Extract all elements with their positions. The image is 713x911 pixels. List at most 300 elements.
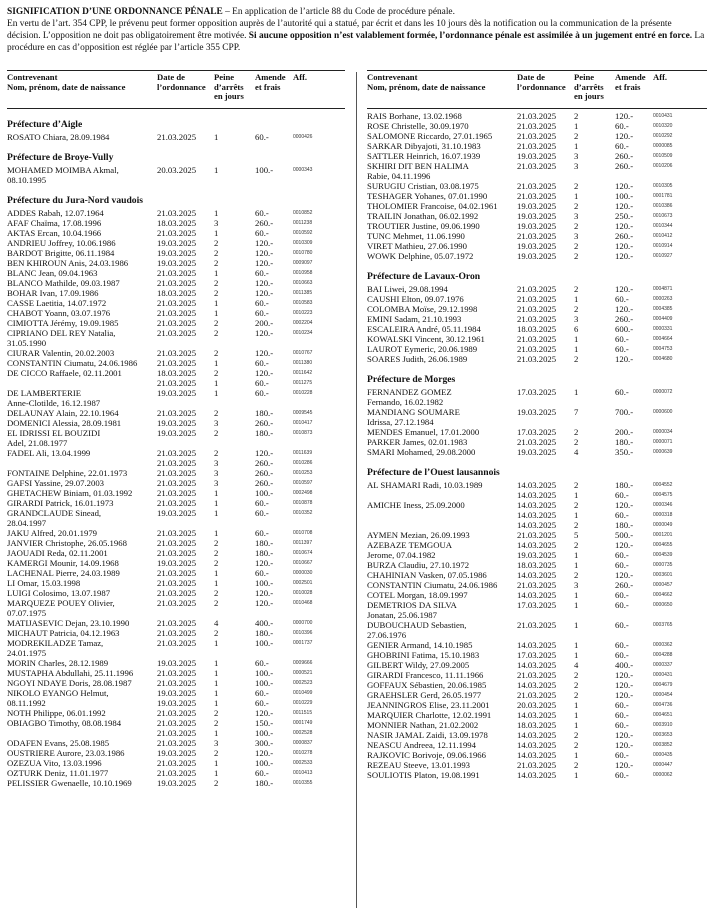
notice-text-bold: Si aucune opposition n’est valablement formée, l’ordonnance pénale est assimilée à un jugement entré en force. [248,31,693,41]
person-name-line: FADEL Ali, 13.04.1999 [7,448,91,458]
person-name [367,540,517,560]
days-of-arrest [574,560,604,570]
days-of-arrest [214,558,244,568]
order-date [157,598,213,608]
days-of-arrest-line: 1 [214,308,219,318]
fine-amount [255,778,291,788]
person-name [367,720,517,730]
case-number [653,387,705,397]
fine-amount [255,278,291,288]
case-number-line: 0002533 [293,760,313,766]
days-of-arrest-line: 3 [574,151,579,161]
fine-amount-line: 600.- [615,324,634,334]
person-name-line: MARQUEZE POUEY Olivier, [7,598,115,608]
order-date [517,151,573,161]
table-row [367,700,707,710]
table-row [367,304,707,314]
table-row [367,580,707,590]
order-date [157,568,213,578]
days-of-arrest-line: 2 [214,408,219,418]
case-number [293,618,345,628]
order-date-line: 17.03.2025 [517,427,557,437]
person-name-line: GRANDCLAUDE Sinead, [7,508,102,518]
days-of-arrest [214,298,244,308]
fine-amount-line: 500.- [615,530,634,540]
header-name [7,73,155,92]
person-name-line: BEN KHIROUN Anis, 24.03.1986 [7,258,129,268]
table-row [367,670,707,680]
person-name-line: TUNC Mehmet, 11.06.1990 [367,231,465,241]
order-date-line: 21.03.2025 [517,131,557,141]
order-date-line: 21.03.2025 [157,548,197,558]
case-number-line: 0004662 [653,592,673,598]
case-number-line: 0010355 [293,780,313,786]
person-name-line: VIRET Mathieu, 27.06.1990 [367,241,467,251]
fine-amount-line: 60.- [255,698,269,708]
days-of-arrest-line: 4 [574,660,579,670]
case-number-line: 0000034 [653,429,673,435]
days-of-arrest-line: 1 [574,620,579,630]
case-number-line: 0010597 [293,480,313,486]
person-name-line: ADDES Rabah, 12.07.1964 [7,208,104,218]
fine-amount-line: 120.- [255,238,274,248]
order-date [517,437,573,447]
fine-amount-line: 100.- [255,578,274,588]
case-number [293,298,345,308]
person-name [367,151,517,161]
person-name [367,427,517,437]
fine-amount-line: 400.- [255,618,274,628]
fine-amount-line: 60.- [255,378,269,388]
person-name-line: NASIR JAMAL Zaidi, 13.09.1978 [367,730,488,740]
order-date-line: 21.03.2025 [157,618,197,628]
fine-amount [615,720,651,730]
prefecture-title: Préfecture de l’Ouest lausannois [367,467,500,478]
table-row [367,151,707,161]
order-date-line: 14.03.2025 [517,730,557,740]
order-date-line: 21.03.2025 [517,314,557,324]
fine-amount [255,328,291,338]
case-number [293,638,345,648]
case-number-line: 0010673 [653,213,673,219]
person-name-line: TESHAGER Yohanes, 07.01.1990 [367,191,488,201]
case-number-line: 0000318 [653,512,673,518]
order-date [517,560,573,570]
order-date-line: 18.03.2025 [517,720,557,730]
days-of-arrest [214,668,244,678]
days-of-arrest-line: 1 [574,294,579,304]
days-of-arrest [574,500,604,530]
order-date [517,447,573,457]
case-number-line: 0000447 [653,762,673,768]
table-row [367,241,707,251]
order-date-line: 19.03.2025 [517,251,557,261]
table-row [367,161,707,181]
case-number [653,231,705,241]
order-date [157,618,213,628]
header-date [517,73,573,92]
person-name [367,700,517,710]
case-number [293,218,345,228]
fine-amount-line: 260.- [615,151,634,161]
fine-amount-line: 260.- [255,478,274,488]
case-number-line: 0010468 [293,600,313,606]
table-row [367,590,707,600]
case-number-line: 0004679 [653,682,673,688]
case-number-line: 0010417 [293,420,313,426]
person-name [7,678,157,688]
fine-amount-line: 120.- [615,221,634,231]
case-number [653,740,705,750]
order-date [517,304,573,314]
fine-amount-line: 260.- [615,161,634,171]
fine-amount-line: 60.- [255,268,269,278]
fine-amount [615,437,651,447]
prefecture-title: Préfecture de Broye-Vully [7,152,114,163]
days-of-arrest-line: 1 [214,498,219,508]
person-name [367,241,517,251]
order-date-line: 21.03.2025 [157,498,197,508]
person-name [367,354,517,364]
person-name [367,600,517,620]
person-name-line: ODAFEN Evans, 25.08.1985 [7,738,110,748]
table-row [367,191,707,201]
fine-amount [255,498,291,508]
days-of-arrest [214,598,244,608]
person-name-line: Idrissa, 27.12.1984 [367,417,434,427]
table-row [7,668,345,678]
order-date [517,710,573,720]
order-date [157,368,213,388]
order-date [157,278,213,288]
fine-amount [615,251,651,261]
person-name-line: Anne-Clotilde, 16.12.1987 [7,398,101,408]
order-date-line: 18.03.2025 [157,368,197,378]
fine-amount-line: 180.- [255,408,274,418]
fine-amount [615,530,651,540]
order-date [517,540,573,560]
order-date-line: 21.03.2025 [157,528,197,538]
days-of-arrest-line: 1 [214,688,219,698]
fine-amount-line: 120.- [255,278,274,288]
case-number-line: 0000263 [653,296,673,302]
person-name [367,530,517,540]
case-number [653,600,705,610]
days-of-arrest-line: 2 [574,740,579,750]
order-date-line: 21.03.2025 [517,760,557,770]
case-number-line: 0003765 [653,622,673,628]
order-date [157,318,213,328]
case-number-line: 0010309 [293,240,313,246]
order-date-line: 21.03.2025 [157,348,197,358]
case-number [653,640,705,650]
days-of-arrest-line: 2 [574,480,579,490]
table-row [7,598,345,618]
days-of-arrest-line: 1 [214,388,219,398]
days-of-arrest [574,294,604,304]
fine-amount-line: 180.- [615,480,634,490]
days-of-arrest-line: 2 [574,201,579,211]
person-name-line: DEMETRIOS DA SILVA [367,600,457,610]
order-date-line: 21.03.2025 [157,768,197,778]
days-of-arrest-line: 2 [574,680,579,690]
order-date [157,268,213,278]
case-number [293,718,345,738]
fine-amount [615,710,651,720]
fine-amount-line: 60.- [615,141,629,151]
days-of-arrest-line: 3 [574,580,579,590]
order-date [517,354,573,364]
fine-amount [255,638,291,648]
person-name [7,388,157,408]
table-row [7,348,345,358]
fine-amount-line: 60.- [615,550,629,560]
order-date-line: 21.03.2025 [157,468,197,478]
order-date [517,141,573,151]
order-date [157,348,213,358]
days-of-arrest [574,580,604,590]
fine-amount-line: 60.- [615,344,629,354]
days-of-arrest [574,251,604,261]
days-of-arrest [574,710,604,720]
days-of-arrest-line: 4 [574,447,579,457]
fine-amount-line: 260.- [615,580,634,590]
person-name-line: CAUSHI Elton, 09.07.1976 [367,294,464,304]
fine-amount [615,560,651,570]
fine-amount-line: 260.- [255,458,274,468]
days-of-arrest [574,161,604,171]
days-of-arrest [214,738,244,748]
case-number-line: 0004385 [653,306,673,312]
person-name-line: BLANCO Mathilde, 09.03.1987 [7,278,120,288]
person-name [367,670,517,680]
fine-amount-line: 120.- [255,368,274,378]
fine-amount [255,588,291,598]
prefecture-title: Préfecture du Jura-Nord vaudois [7,195,143,206]
order-date-line: 21.03.2025 [157,708,197,718]
fine-amount [255,348,291,358]
order-date-line: 14.03.2025 [517,520,557,530]
order-date [157,132,213,142]
fine-amount-line: 100.- [255,488,274,498]
case-number-line: 0004680 [653,356,673,362]
fine-amount-line: 60.- [615,560,629,570]
table-row [367,324,707,334]
order-date-line: 21.03.2025 [517,121,557,131]
table-row [7,588,345,598]
fine-amount-line: 100.- [615,191,634,201]
fine-amount [255,668,291,678]
fine-amount [615,670,651,680]
case-number-line: 0010663 [293,280,313,286]
fine-amount [255,688,291,708]
person-name [7,618,157,628]
person-name-line: JEANNINGROS Elise, 23.11.2001 [367,700,490,710]
case-number-line: 0004651 [653,712,673,718]
person-name-line: DELAUNAY Alain, 22.10.1964 [7,408,119,418]
table-row [7,408,345,418]
person-name-line: 28.04.1997 [7,518,47,528]
person-name [367,640,517,650]
person-name [7,718,157,728]
fine-amount [255,218,291,228]
order-date [157,628,213,638]
order-date-line: 21.03.2025 [517,690,557,700]
table-row [7,618,345,628]
person-name [367,344,517,354]
days-of-arrest [214,748,244,758]
table-row [367,710,707,720]
order-date-line: 19.03.2025 [157,508,197,518]
header-line: en jours [214,91,244,102]
days-of-arrest [574,427,604,437]
person-name-line: EMINI Sadam, 21.10.1993 [367,314,462,324]
order-date-line: 19.03.2025 [157,698,197,708]
order-date-line: 21.03.2025 [157,328,197,338]
days-of-arrest [214,348,244,358]
person-name-line: GAFSI Yassine, 29.07.2003 [7,478,105,488]
fine-amount-line: 120.- [615,670,634,680]
case-number-line: 0010958 [293,270,313,276]
days-of-arrest-line: 2 [214,548,219,558]
days-of-arrest-line: 2 [574,500,579,510]
case-number [653,111,705,121]
fine-amount-line: 60.- [615,387,629,397]
days-of-arrest-line: 1 [214,132,219,142]
person-name [7,418,157,428]
case-number-line: 0010228 [293,390,313,396]
person-name [367,690,517,700]
person-name [367,570,517,580]
fine-amount-line: 120.- [615,111,634,121]
person-name [367,221,517,231]
case-number [653,650,705,660]
column-divider [356,72,357,908]
person-name [7,258,157,268]
case-number-line: 0010431 [653,113,673,119]
order-date [157,498,213,508]
fine-amount [615,231,651,241]
fine-amount [615,314,651,324]
fine-amount-line: 180.- [255,778,274,788]
table-row [7,558,345,568]
person-name-line: SARKAR Dibyajoti, 31.10.1983 [367,141,481,151]
days-of-arrest-line: 1 [214,638,219,648]
intro-line-1 [7,6,707,18]
days-of-arrest-line: 1 [214,768,219,778]
fine-amount-line: 260.- [255,468,274,478]
person-name-line: Jonatan, 25.06.1987 [367,610,437,620]
prefecture-title: Préfecture d’Aigle [7,119,83,130]
person-name-line: 08.10.1995 [7,175,47,185]
case-number-line: 0000346 [653,502,673,508]
person-name [7,228,157,238]
order-date [517,740,573,750]
table-row [367,690,707,700]
days-of-arrest [214,638,244,648]
fine-amount [615,221,651,231]
order-date [157,538,213,548]
fine-amount-line: 120.- [615,201,634,211]
table-row [367,620,707,640]
case-number-line: 0011385 [293,290,313,296]
days-of-arrest-line: 1 [574,650,579,660]
order-date-line: 19.03.2025 [157,428,197,438]
table-row [7,268,345,278]
person-name [7,568,157,578]
fine-amount [255,132,291,142]
table-row [367,680,707,690]
days-of-arrest-line: 3 [214,218,219,228]
order-date [157,678,213,688]
fine-amount-line: 60.- [615,720,629,730]
days-of-arrest [214,568,244,578]
fine-amount-line: 60.- [255,298,269,308]
days-of-arrest-line: 1 [574,710,579,720]
fine-amount [615,161,651,171]
fine-amount [615,760,651,770]
fine-amount [255,758,291,768]
fine-amount-line: 700.- [615,407,634,417]
fine-amount-line: 400.- [615,660,634,670]
fine-amount [615,201,651,211]
person-name [367,211,517,221]
case-number-line: 0004664 [653,336,673,342]
prefecture-title: Préfecture de Lavaux-Oron [367,271,481,282]
fine-amount-line: 120.- [615,354,634,364]
table-row [7,238,345,248]
fine-amount-line: 60.- [255,358,269,368]
fine-amount [255,408,291,418]
days-of-arrest-line: 1 [574,590,579,600]
order-date-line: 21.03.2025 [517,191,557,201]
fine-amount [255,288,291,298]
order-date [157,468,213,478]
days-of-arrest [574,447,604,457]
table-row [367,231,707,241]
order-date [517,590,573,600]
case-number [653,720,705,730]
table-row [7,548,345,558]
days-of-arrest-line: 3 [574,161,579,171]
person-name-line: 27.06.1976 [367,630,407,640]
order-date-line: 14.03.2025 [517,770,557,780]
person-name-line: WOWK Delphine, 05.07.1972 [367,251,474,261]
fine-amount [255,388,291,398]
days-of-arrest [214,468,244,478]
order-date-line: 21.03.2025 [157,568,197,578]
case-number-line: 0002501 [293,580,313,586]
person-name [7,165,157,185]
fine-amount [615,111,651,121]
days-of-arrest-line: 3 [214,478,219,488]
fine-amount-line: 300.- [255,738,274,748]
case-number [653,201,705,211]
order-date [157,448,213,468]
case-number [653,121,705,131]
case-number [293,448,345,468]
days-of-arrest [214,718,244,738]
days-of-arrest [574,201,604,211]
person-name-line: FONTAINE Delphine, 22.01.1973 [7,468,128,478]
order-date [157,548,213,558]
table-header [367,71,707,108]
order-date-line: 14.03.2025 [517,740,557,750]
days-of-arrest [574,354,604,364]
table-row [7,208,345,218]
case-number [653,141,705,151]
person-name-line: CHAHINIAN Vasken, 07.05.1986 [367,570,487,580]
